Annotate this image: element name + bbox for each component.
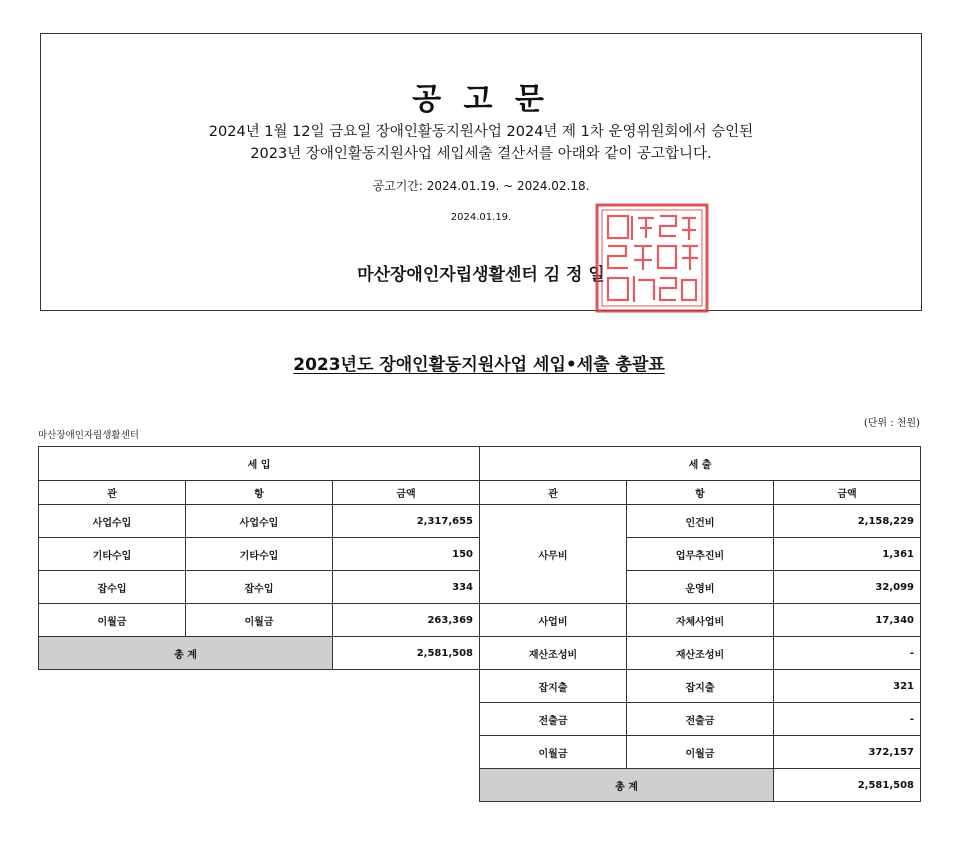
gwan-cell: 사업수입 <box>39 505 186 538</box>
hang-cell: 기타수입 <box>186 538 333 571</box>
summary-title: 2023년도 장애인활동지원사업 세입•세출 총괄표 <box>293 355 665 375</box>
revenue-table <box>38 446 480 670</box>
table-row <box>480 637 921 670</box>
column-header: 항 <box>627 481 774 505</box>
amount-cell: 334 <box>333 571 480 604</box>
gwan-cell: 이월금 <box>39 604 186 637</box>
amount-cell: 150 <box>333 538 480 571</box>
gwan-cell: 이월금 <box>480 736 627 769</box>
column-header: 금액 <box>333 481 480 505</box>
notice-date: 2024.01.19. <box>450 212 512 223</box>
amount-cell: 1,361 <box>774 538 921 571</box>
table-row <box>480 736 921 769</box>
column-header: 관 <box>39 481 186 505</box>
total-row <box>39 637 480 670</box>
table-row <box>480 505 921 538</box>
notice-period: 공고기간: 2024.01.19. ~ 2024.02.18. <box>372 179 590 193</box>
expenditure-table <box>479 446 921 802</box>
table-row <box>480 670 921 703</box>
total-label: 총 계 <box>480 769 774 802</box>
hang-cell: 사업수입 <box>186 505 333 538</box>
total-amount: 2,581,508 <box>774 769 921 802</box>
hang-cell: 잡수입 <box>186 571 333 604</box>
notice-signature: 마산장애인자립생활센터 김 정 일 <box>357 265 605 285</box>
gwan-cell: 사무비 <box>480 505 627 604</box>
total-row <box>480 769 921 802</box>
amount-cell: 2,158,229 <box>774 505 921 538</box>
amount-cell: 32,099 <box>774 571 921 604</box>
gwan-cell: 잡지출 <box>480 670 627 703</box>
amount-cell: 17,340 <box>774 604 921 637</box>
table-row <box>39 604 480 637</box>
table-row <box>39 505 480 538</box>
expenditure-section-header: 세 출 <box>480 447 921 481</box>
hang-cell: 이월금 <box>627 736 774 769</box>
hang-cell: 잡지출 <box>627 670 774 703</box>
hang-cell: 자체사업비 <box>627 604 774 637</box>
column-header: 관 <box>480 481 627 505</box>
amount-cell: 263,369 <box>333 604 480 637</box>
amount-cell: 321 <box>774 670 921 703</box>
amount-cell: - <box>774 637 921 670</box>
gwan-cell: 기타수입 <box>39 538 186 571</box>
column-header: 금액 <box>774 481 921 505</box>
column-header: 항 <box>186 481 333 505</box>
unit-label: (단위 : 천원) <box>863 418 920 429</box>
hang-cell: 업무추진비 <box>627 538 774 571</box>
gwan-cell: 잡수입 <box>39 571 186 604</box>
table-row <box>480 604 921 637</box>
table-row <box>39 538 480 571</box>
gwan-cell: 사업비 <box>480 604 627 637</box>
hang-cell: 이월금 <box>186 604 333 637</box>
gwan-cell: 재산조성비 <box>480 637 627 670</box>
hang-cell: 전출금 <box>627 703 774 736</box>
notice-line-1: 2024년 1월 12일 금요일 장애인활동지원사업 2024년 제 1차 운영위원회에서 승인된 <box>208 124 754 140</box>
amount-cell: - <box>774 703 921 736</box>
official-seal <box>594 202 710 314</box>
hang-cell: 운영비 <box>627 571 774 604</box>
hang-cell: 재산조성비 <box>627 637 774 670</box>
table-row <box>480 703 921 736</box>
total-label: 총 계 <box>39 637 333 670</box>
notice-box <box>40 33 922 311</box>
notice-title: 공 고 문 <box>412 82 550 117</box>
hang-cell: 인건비 <box>627 505 774 538</box>
notice-line-2: 2023년 장애인활동지원사업 세입세출 결산서를 아래와 같이 공고합니다. <box>250 146 712 162</box>
gwan-cell: 전출금 <box>480 703 627 736</box>
amount-cell: 2,317,655 <box>333 505 480 538</box>
organization-label: 마산장애인자립생활센터 <box>38 430 139 441</box>
total-amount: 2,581,508 <box>333 637 480 670</box>
revenue-section-header: 세 입 <box>39 447 480 481</box>
amount-cell: 372,157 <box>774 736 921 769</box>
table-row <box>39 571 480 604</box>
